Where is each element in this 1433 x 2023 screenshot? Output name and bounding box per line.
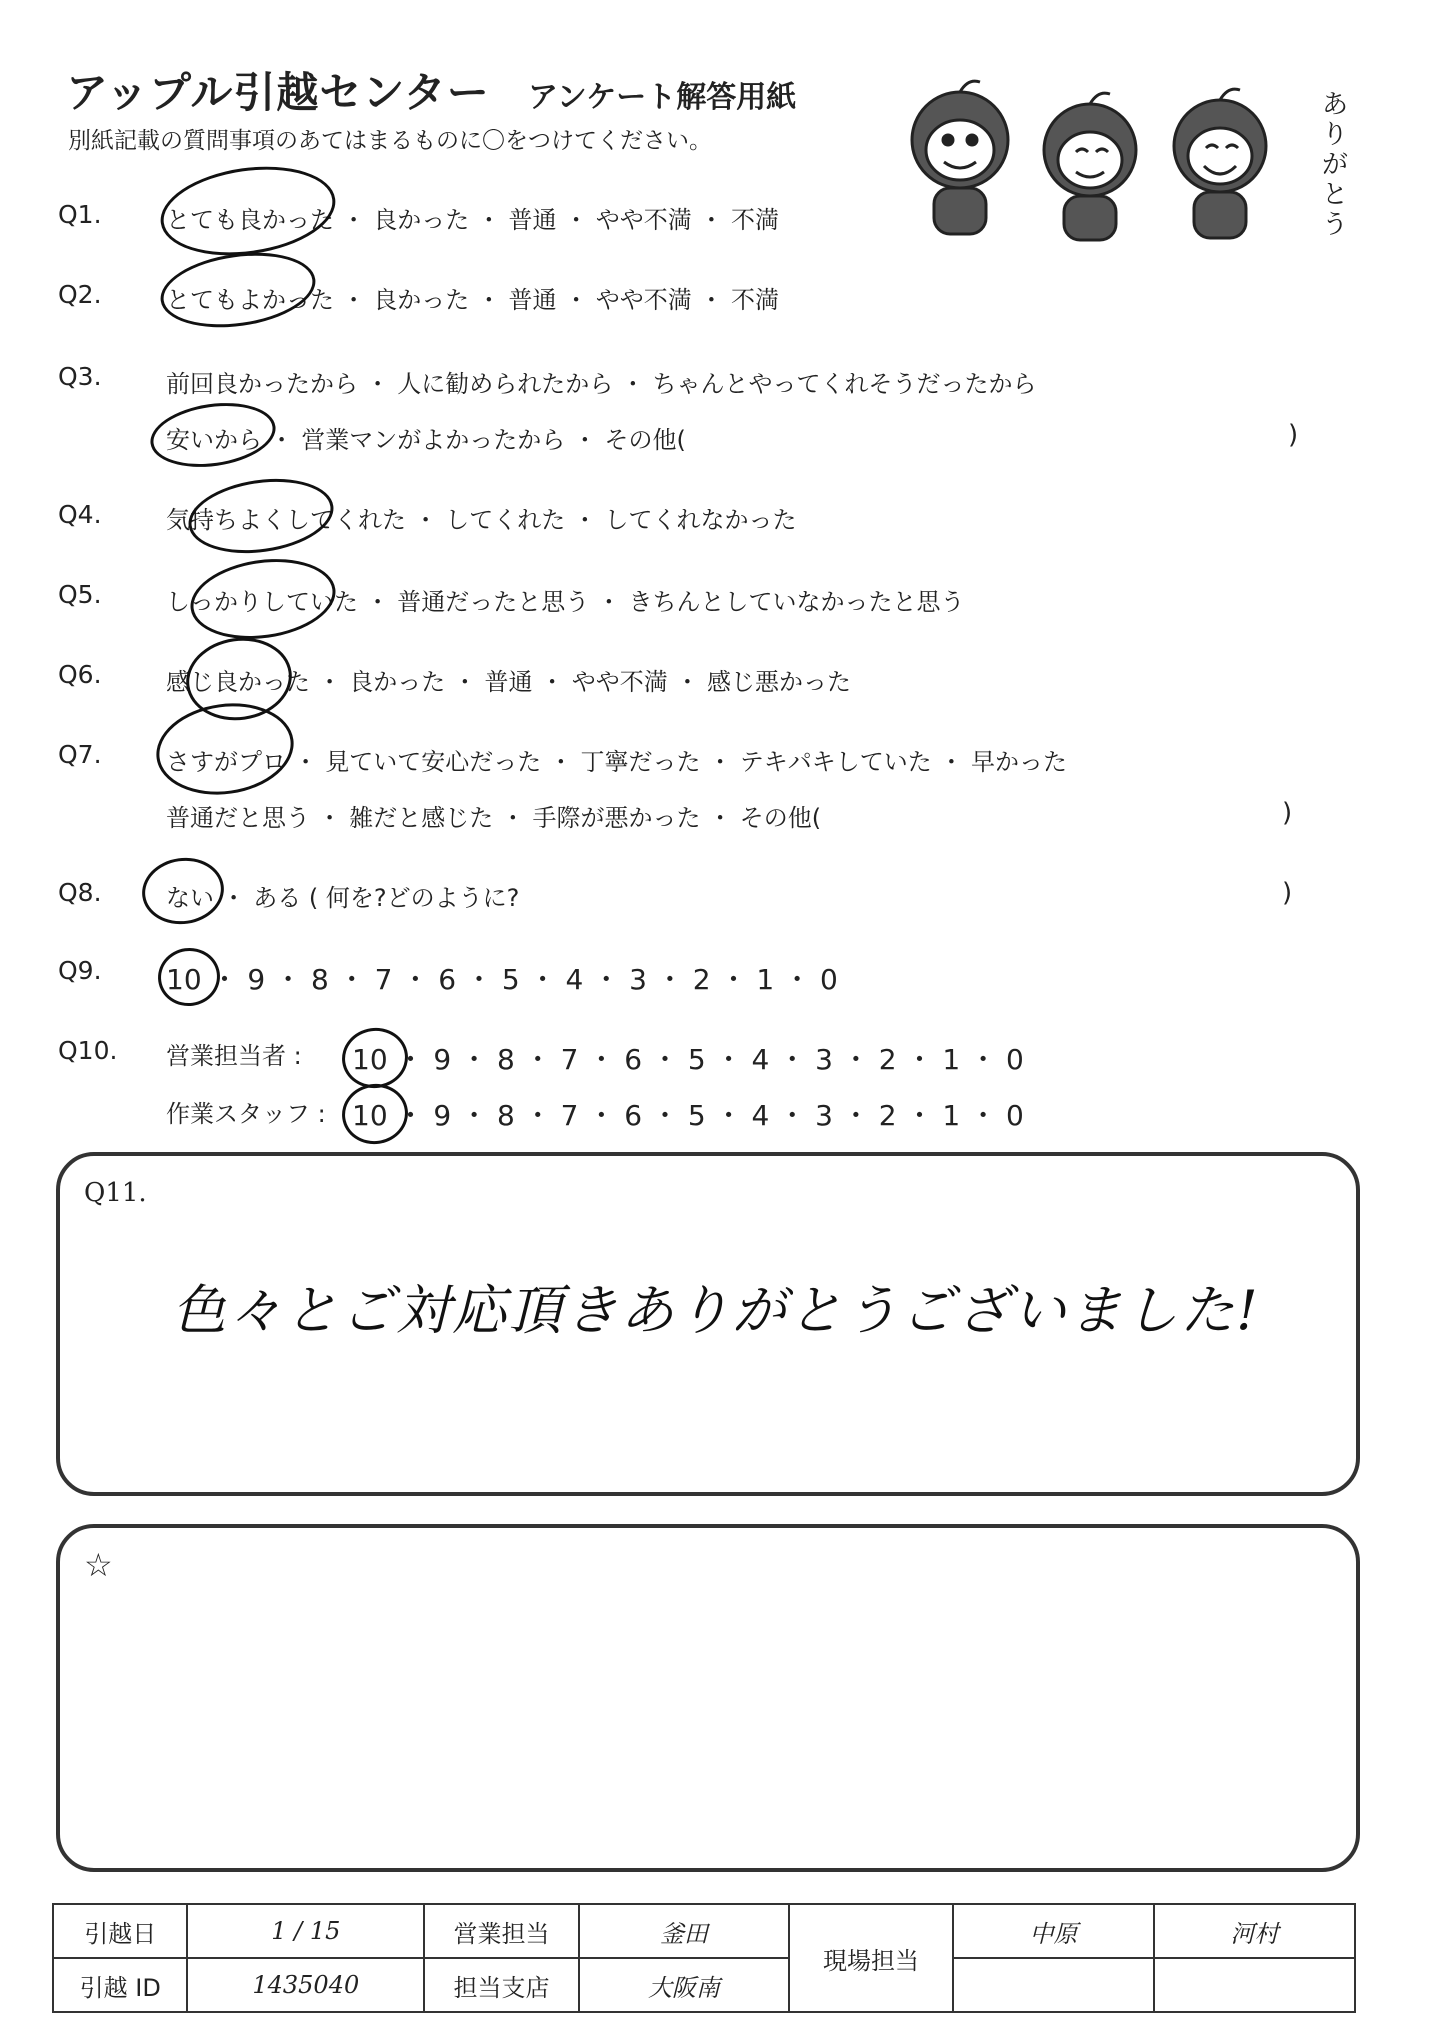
- site-rep-value-3: [953, 1958, 1154, 2012]
- q8-close-paren: ): [1282, 878, 1293, 908]
- q10-label: Q10.: [58, 1036, 118, 1065]
- q1-options: とても良かった ・ 良かった ・ 普通 ・ やや不満 ・ 不満: [166, 206, 780, 234]
- q3-close-paren: ): [1288, 420, 1299, 450]
- answer-circle: [138, 853, 228, 930]
- q5-label: Q5.: [58, 580, 102, 609]
- form-subtitle: アンケート解答用紙: [528, 80, 797, 115]
- q11-comment-text: 色々とご対応頂きありがとうございました!: [172, 1279, 1260, 1342]
- q10-staff-scale: 10 ・ 9 ・ 8 ・ 7 ・ 6 ・ 5 ・ 4 ・ 3 ・ 2 ・ 1 ・ 0: [352, 1099, 1024, 1132]
- site-rep-value-2: 河村: [1154, 1904, 1355, 1958]
- q9-scale: 10 ・ 9 ・ 8 ・ 7 ・ 6 ・ 5 ・ 4 ・ 3 ・ 2 ・ 1 ・ 0: [166, 963, 838, 996]
- site-rep-value-4: [1154, 1958, 1355, 2012]
- branch-value: 大阪南: [579, 1958, 789, 2012]
- monkey-icon-left: [912, 81, 1008, 234]
- q1-label: Q1.: [58, 200, 102, 229]
- answer-circle: [338, 1024, 412, 1093]
- move-id-value: 1435040: [187, 1958, 424, 2012]
- branch-label: 担当支店: [424, 1958, 579, 2012]
- answer-circle: [146, 396, 279, 475]
- q10-sales-label: 営業担当者 :: [166, 1042, 302, 1070]
- q2-options: とてもよかった ・ 良かった ・ 普通 ・ やや不満 ・ 不満: [166, 286, 780, 314]
- q8-label: Q8.: [58, 878, 102, 907]
- site-rep-value-1: 中原: [953, 1904, 1154, 1958]
- sales-rep-label: 営業担当: [424, 1904, 579, 1958]
- mascot-illustration: [900, 70, 1350, 250]
- sales-rep-value: 釜田: [579, 1904, 789, 1958]
- q7-label: Q7.: [58, 740, 102, 769]
- q6-options: 感じ良かった ・ 良かった ・ 普通 ・ やや不満 ・ 感じ悪かった: [166, 668, 852, 696]
- answer-circle: [185, 550, 340, 648]
- q8-options: ない ・ ある ( 何を?どのように?: [166, 884, 520, 912]
- answer-circle: [155, 156, 341, 266]
- star-icon: ☆: [84, 1546, 113, 1584]
- q10-staff-label: 作業スタッフ :: [166, 1100, 326, 1128]
- q3-options-line1: 前回良かったから ・ 人に勧められたから ・ ちゃんとやってくれそうだったから: [166, 370, 1037, 398]
- q2-label: Q2.: [58, 280, 102, 309]
- q7-options-line1: さすがプロ ・ 見ていて安心だった ・ 丁寧だった ・ テキパキしていた ・ 早かった: [166, 748, 1068, 776]
- move-date-value: 1 / 15: [187, 1904, 424, 1958]
- answer-circle: [150, 695, 299, 803]
- move-id-label: 引越 ID: [53, 1958, 187, 2012]
- q10-sales-scale: 10 ・ 9 ・ 8 ・ 7 ・ 6 ・ 5 ・ 4 ・ 3 ・ 2 ・ 1 ・ 0: [352, 1043, 1024, 1076]
- q7-options-line2: 普通だと思う ・ 雑だと感じた ・ 手際が悪かった ・ その他(: [166, 804, 822, 832]
- q9-label: Q9.: [58, 956, 102, 985]
- answer-circle: [156, 243, 321, 336]
- monkey-icon-right: [1174, 89, 1266, 238]
- q11-label: Q11.: [84, 1178, 147, 1208]
- instruction-text: 別紙記載の質問事項のあてはまるものに〇をつけてください。: [68, 128, 712, 154]
- answer-circle: [154, 944, 223, 1010]
- site-rep-label: 現場担当: [789, 1904, 953, 2012]
- q7-close-paren: ): [1282, 798, 1293, 828]
- move-date-label: 引越日: [53, 1904, 187, 1958]
- q3-options-line2: 安いから ・ 営業マンがよかったから ・ その他(: [166, 426, 686, 454]
- q4-label: Q4.: [58, 500, 102, 529]
- q6-label: Q6.: [58, 660, 102, 689]
- q11-comment-box: [56, 1152, 1360, 1496]
- q4-options: 気持ちよくしてくれた ・ してくれた ・ してくれなかった: [166, 506, 797, 534]
- q3-label: Q3.: [58, 362, 102, 391]
- answer-circle: [184, 470, 339, 562]
- extra-comment-box: [56, 1524, 1360, 1872]
- monkey-icon-middle: [1044, 93, 1136, 240]
- q5-options: しっかりしていた ・ 普通だったと思う ・ きちんとしていなかったと思う: [166, 588, 965, 616]
- mascot-caption: ありがとう: [1322, 90, 1349, 240]
- company-title: アップル引越センター: [66, 68, 490, 117]
- answer-circle: [338, 1080, 412, 1149]
- footer-info-table: [52, 1903, 1356, 2013]
